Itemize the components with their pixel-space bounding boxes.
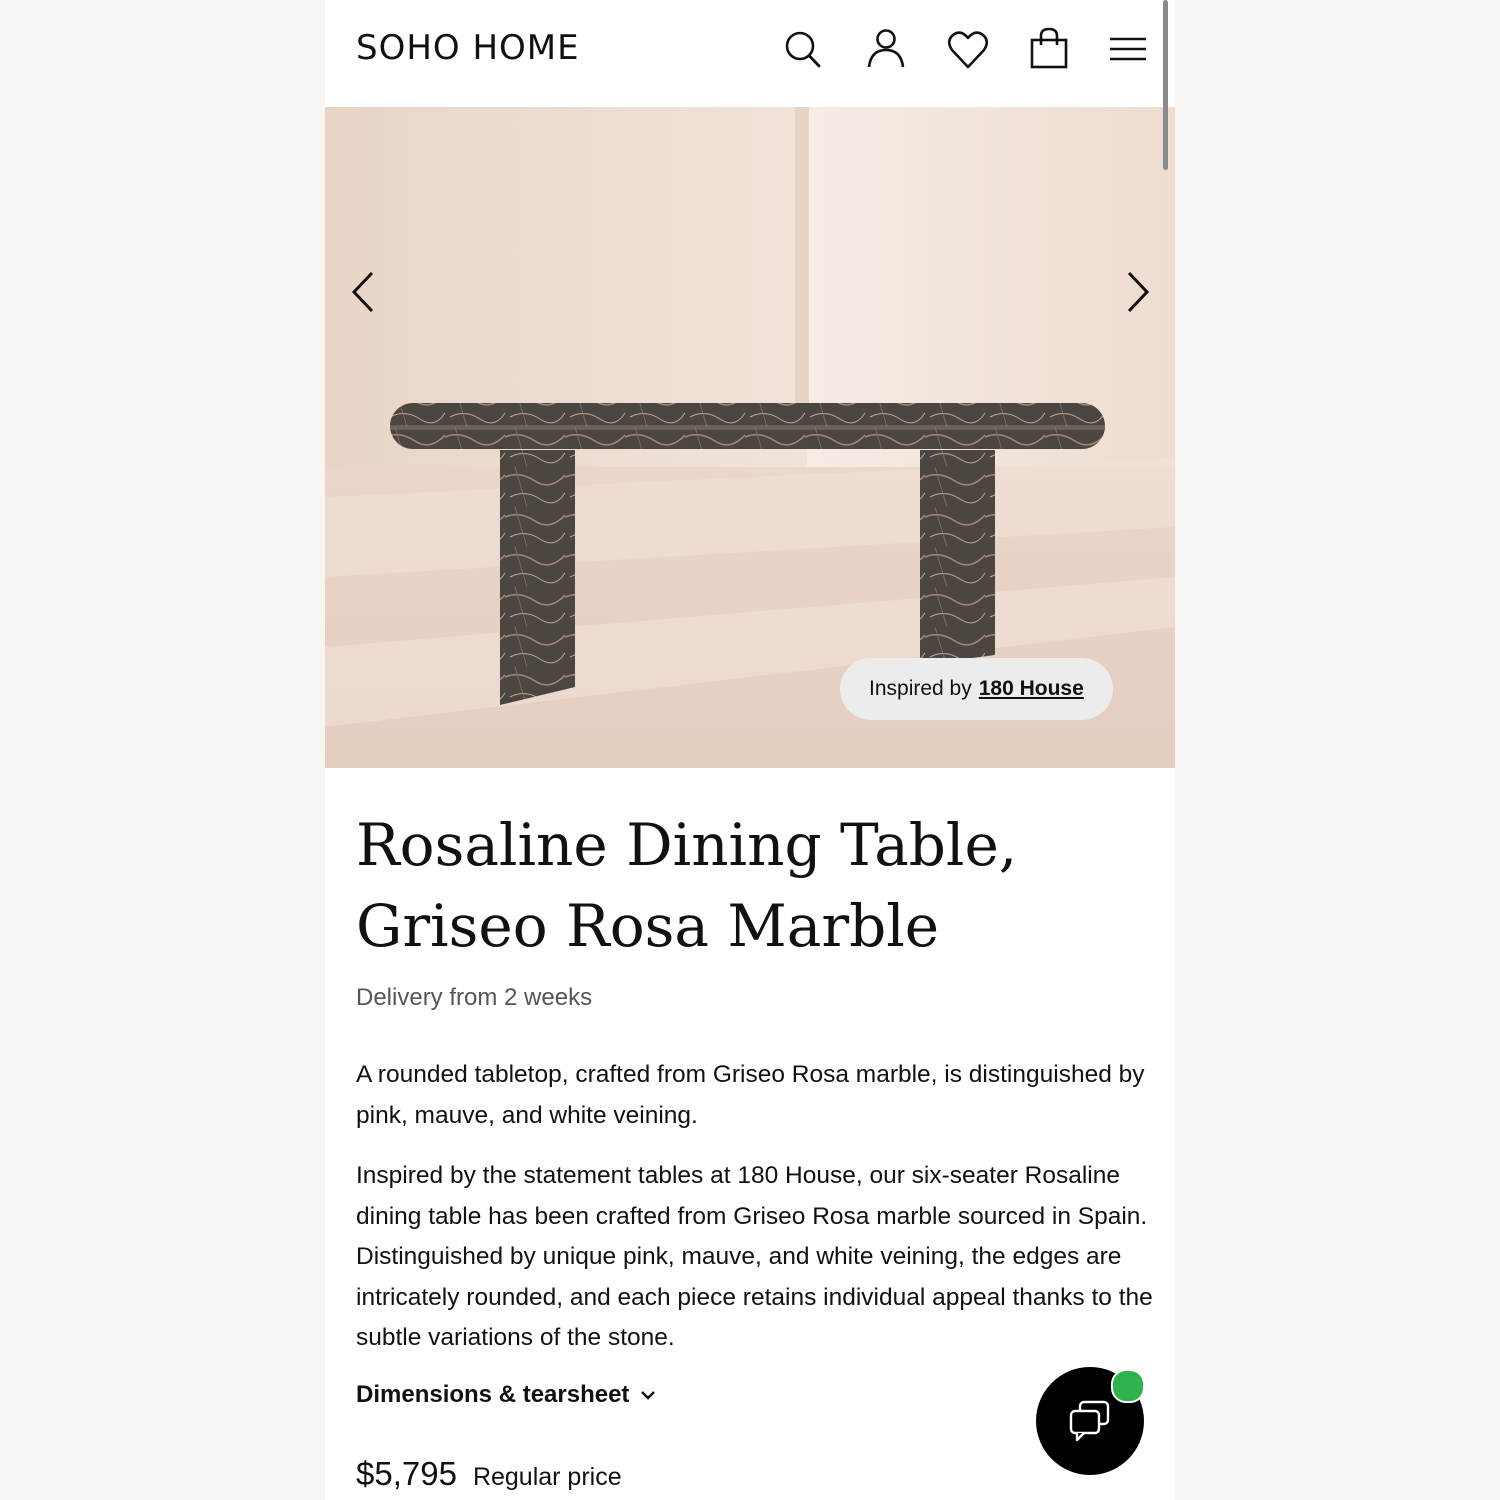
carousel-prev-button[interactable] <box>344 267 384 317</box>
inspired-by-link[interactable]: 180 House <box>978 677 1084 700</box>
wishlist-heart-icon[interactable] <box>947 27 989 71</box>
shopping-bag-icon[interactable] <box>1028 27 1070 71</box>
account-icon[interactable] <box>865 27 907 71</box>
product-description-long: Inspired by the statement tables at 180 House, our six-seater Rosaline dining table has been crafted from Griseo Rosa marble sourced in Spain. Distinguished by unique pink, mauve, and white veining, the edges are intricately rounded, and each piece retains individual appeal thanks to the subtle variations of the stone. <box>356 1162 1153 1352</box>
price-label: Regular price <box>472 1463 622 1491</box>
chevron-down-icon <box>639 1389 657 1401</box>
product-description-short: A rounded tabletop, crafted from Griseo Rosa marble, is distinguished by pink, mauve, and white veining. <box>356 1061 1145 1129</box>
product-page <box>325 0 1175 1500</box>
inspired-by-badge <box>840 658 1113 720</box>
chat-bubbles-icon <box>1066 1399 1114 1443</box>
delivery-info: Delivery from 2 weeks <box>356 984 593 1011</box>
price-amount: $5,795 <box>356 1455 457 1492</box>
price-block <box>356 1455 622 1493</box>
site-header <box>325 0 1175 107</box>
dimensions-toggle[interactable] <box>356 1381 657 1409</box>
logo[interactable]: SOHO HOME <box>356 28 580 68</box>
search-icon[interactable] <box>782 27 824 71</box>
dimensions-label: Dimensions & tearsheet <box>356 1381 630 1408</box>
chevron-left-icon <box>344 267 384 317</box>
product-image-carousel[interactable] <box>325 107 1175 768</box>
inspired-by-label: Inspired by <box>869 677 972 700</box>
menu-icon[interactable] <box>1107 27 1149 71</box>
product-title: Rosaline Dining Table, Griseo Rosa Marble <box>356 811 1018 960</box>
scrollbar[interactable] <box>1163 0 1168 170</box>
chevron-right-icon <box>1117 267 1157 317</box>
chat-online-indicator <box>1111 1369 1145 1403</box>
carousel-next-button[interactable] <box>1117 267 1157 317</box>
